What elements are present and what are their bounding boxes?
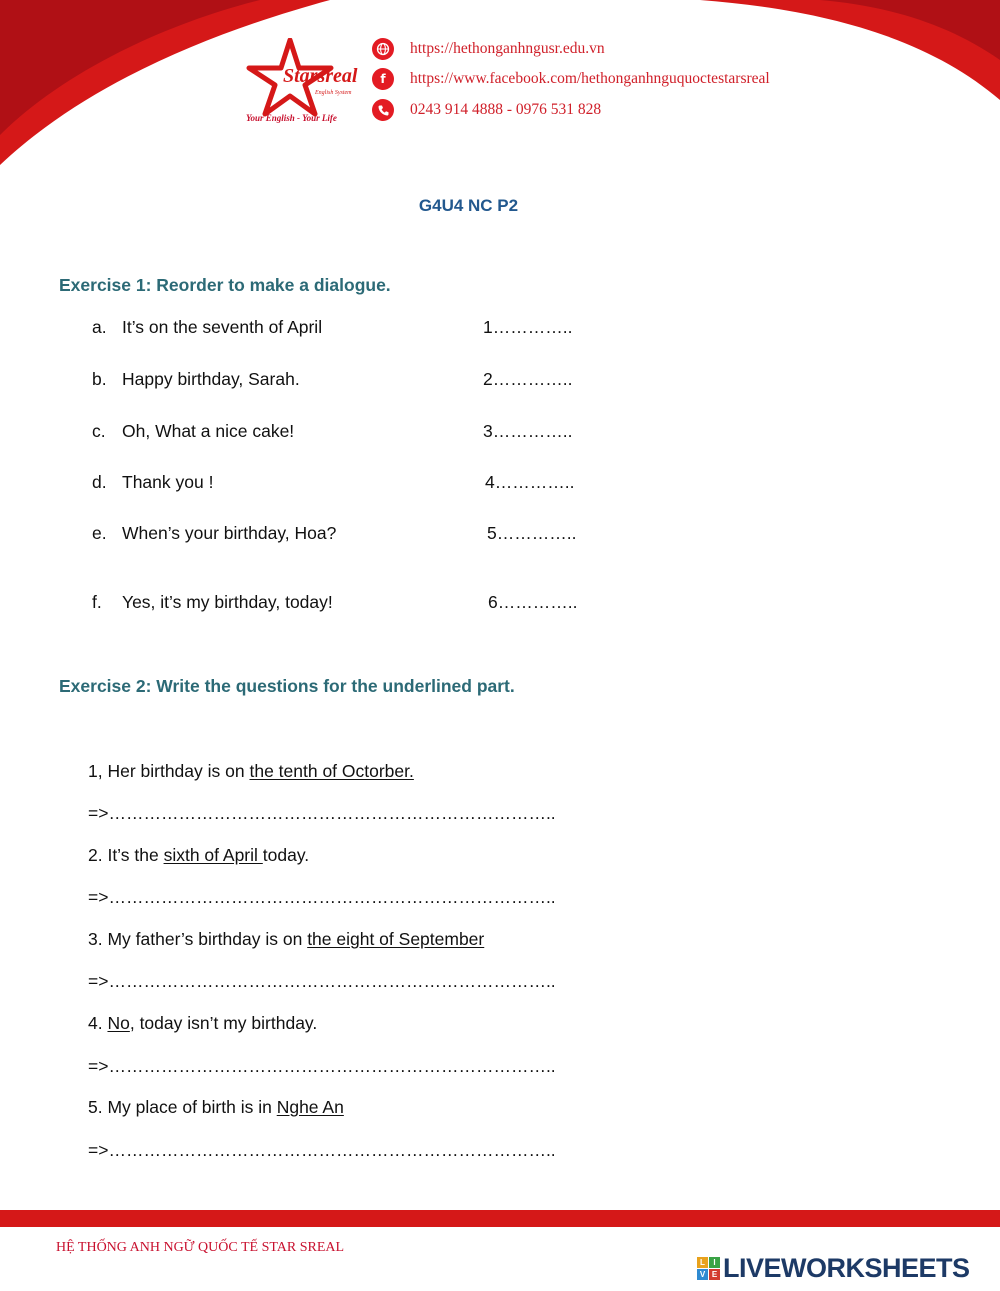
contact-facebook: [372, 68, 770, 90]
facebook-icon: f: [372, 68, 394, 90]
underlined-part: sixth of April: [163, 845, 263, 865]
answer-line-4[interactable]: =>…………………………………………………………………..: [88, 1056, 556, 1076]
underlined-part: the eight of September: [307, 929, 485, 949]
worksheet-title: G4U4 NC P2: [418, 196, 519, 215]
footer-organization: HỆ THỐNG ANH NGỮ QUỐC TẾ STAR SREAL: [56, 1240, 345, 1255]
logo-subtext: English System: [315, 90, 352, 96]
exercise-1-heading: Exercise 1: Reorder to make a dialogue.: [59, 275, 391, 295]
exercise-2-heading: Exercise 2: Write the questions for the underlined part.: [59, 676, 515, 696]
phone-numbers: 0243 914 4888 - 0976 531 828: [410, 101, 602, 118]
globe-icon: [372, 38, 394, 60]
contact-phone: [372, 99, 601, 121]
liveworksheets-wordmark: LIVEWORKSHEETS: [723, 1253, 970, 1283]
order-slot-1[interactable]: 1…………..: [483, 317, 573, 337]
answer-line-2[interactable]: =>…………………………………………………………………..: [88, 887, 556, 907]
underlined-part: the tenth of Octorber.: [249, 761, 414, 781]
website-link[interactable]: https://hethonganhngusr.edu.vn: [410, 40, 605, 57]
answer-line-1[interactable]: =>…………………………………………………………………..: [88, 803, 556, 823]
dialogue-item-e: e. When’s your birthday, Hoa?: [92, 523, 337, 543]
dialogue-item-c: c. Oh, What a nice cake!: [92, 421, 295, 441]
answer-line-3[interactable]: =>…………………………………………………………………..: [88, 971, 556, 991]
dialogue-item-d: d. Thank you !: [92, 472, 214, 492]
liveworksheets-grid-icon: L I V E: [697, 1257, 720, 1280]
answer-line-5[interactable]: =>…………………………………………………………………..: [88, 1140, 556, 1160]
underlined-part: No: [107, 1013, 130, 1033]
question-5: 5. My place of birth is in Nghe An: [88, 1097, 344, 1117]
logo-tagline: Your English - Your Life: [246, 113, 337, 123]
facebook-link[interactable]: https://www.facebook.com/hethonganhnguquoctestarsreal: [410, 70, 770, 87]
contact-website: [372, 38, 605, 60]
question-2: 2. It’s the sixth of April today.: [88, 845, 310, 865]
order-slot-2[interactable]: 2…………..: [483, 369, 573, 389]
order-slot-6[interactable]: 6…………..: [488, 592, 578, 612]
phone-icon: [372, 99, 394, 121]
dialogue-item-f: f. Yes, it’s my birthday, today!: [92, 592, 333, 612]
underlined-part: Nghe An: [276, 1097, 344, 1117]
question-3: 3. My father’s birthday is on the eight of September: [88, 929, 485, 949]
question-4: 4. No, today isn’t my birthday.: [88, 1013, 318, 1033]
dialogue-item-b: b. Happy birthday, Sarah.: [92, 369, 300, 389]
footer-bar: [0, 1210, 1000, 1227]
order-slot-4[interactable]: 4…………..: [485, 472, 575, 492]
order-slot-3[interactable]: 3…………..: [483, 421, 573, 441]
dialogue-item-a: a. It’s on the seventh of April: [92, 317, 323, 337]
order-slot-5[interactable]: 5…………..: [487, 523, 577, 543]
liveworksheets-logo[interactable]: [697, 1253, 970, 1284]
logo-text: Starsreal: [283, 65, 358, 87]
question-1: 1, Her birthday is on the tenth of Octorber.: [88, 761, 414, 781]
